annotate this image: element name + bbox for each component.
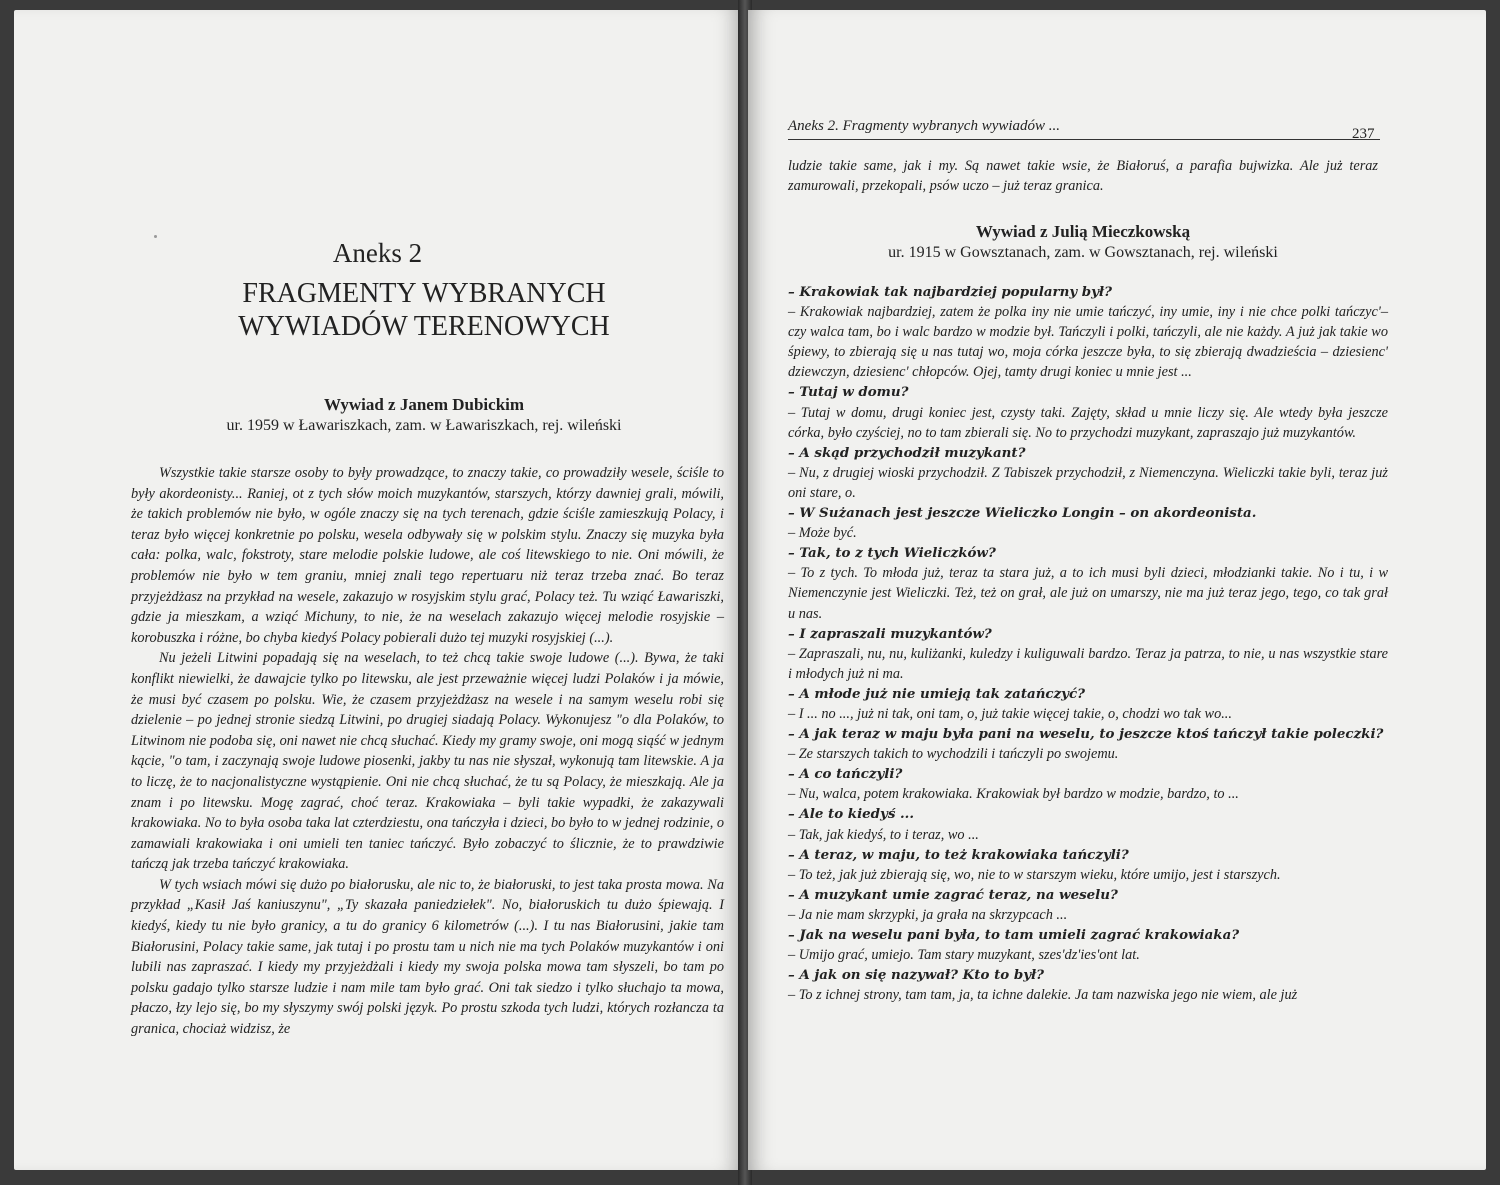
dialogue-list <box>788 282 1388 1005</box>
dialogue-question: – W Sużanach jest jeszcze Wieliczko Longin – on akordeonista. <box>788 505 1257 522</box>
dialogue-question: – A młode już nie umieją tak zatańczyć? <box>788 685 1085 702</box>
paragraph: Nu jeżeli Litwini popadają się na weselach, to też chcą takie swoje ludowe (...). Bywa, że taki konflikt niewielki, że dawajcie tylko po litewsku, ale jest przeważnie więcej ludzi Polaków i ja mówie, że musi być czasem po polsku. Wie, że czasem przyjeżdżasz na wesele i na samym weselu robi się dzielenie – po jednej stronie siedzą Litwini, po drugiej siadają Polacy. Wykonujesz "o dla Polaków, to Litwinom nie podoba się, oni nawet nie chcą słuchać. Kiedy my gramy swoje, oni mogą siąść w jednym kącie, "o tam, i zaczynają swoje ludowe piosenki, jakby tu nas nie słyszał, wykonują tam litewskie. A ja to liczę, że to nacjonalistyczne wystąpienie. Oni nie chcą słuchać, że tu są Polacy, że mieszkają. Ale ja znam i po litewsku. Mogę zagrać, choć teraz. Krakowiaka – byli takie wypadki, że zakazywali krakowiaka. No to była osoba taka lat czterdziestu, ona tańczyła i dzieci, bo było to w jednej rodzinie, o zamawiali krakowiaka i oni umieli ten taniec tańczyć. Było zobaczyć to ślicznie, że to prawdziwie tańczą jak trzeba tańczyć krakowiaka. <box>131 650 724 873</box>
dialogue-question: – Ale to kiedyś ... <box>788 806 915 823</box>
dialogue-question: – A jak on się nazywał? Kto to był? <box>788 967 1045 984</box>
continuation-text: ludzie takie same, jak i my. Są nawet takie wsie, że Białoruś, a parafia bujwizka. Ale już teraz zamurowali, przekopali, psów uczo – już teraz granica. <box>788 158 1378 194</box>
dialogue-question: – Jak na weselu pani była, to tam umieli zagrać krakowiaka? <box>788 927 1240 943</box>
interview-subtitle: ur. 1959 w Ławariszkach, zam. w Ławariszkach, rej. wileński <box>226 417 622 434</box>
dialogue-answer: – To też, jak już zbierają się, wo, nie to w starszym wieku, które umijo, jest i starszych. <box>788 866 1281 883</box>
dialogue-question: – A muzykant umie zagrać teraz, na weselu? <box>788 886 1118 903</box>
dialogue-answer: – Ze starszych takich to wychodzili i tańczyli po swojemu. <box>788 746 1119 763</box>
dialogue-question: – A jak teraz w maju była pani na weselu, to jeszcze ktoś tańczył takie poleczki? <box>788 726 1384 743</box>
paragraph: Wszystkie takie starsze osoby to były prowadzące, to znaczy takie, co prowadziły wesele, ściśle to były akordeonisty... Raniej, ot z tych słów moich muzykantów, starszych, którzy dawniej grali, mówili, że takich problemów nie było, w ogóle znaczy się na tych terenach, gdzie ściśle zamieszkują Polacy, i teraz było więcej konkretnie po polsku, wesela odbywały się w polskim stylu. Znaczy się muzyka była cała: polka, walc, fokstroty, stare melodie polskie ludowe, ale coś litewskiego to nie. Oni mówili, że problemów nie było w tem graniu, mniej znali tego repertuaru niż teraz trzeba znać. Bo teraz przyjeżdżasz na przykład na wesele, zakazujo w rosyjskim stylu grać, Polacy też. Tu wziąć Ławariszki, gdzie ja mieszkam, a wziąć Michuny, to nie, że na weselach zakazujo więcej melodie rosyjskie – korobuszka i różne, bo chyba kiedyś Polacy pobierali dużo tej muzyki rosyjskiej (...). <box>131 465 724 646</box>
dialogue-question: – Tak, to z tych Wieliczków? <box>788 545 996 562</box>
left-page <box>14 10 741 1170</box>
paragraph: W tych wsiach mówi się dużo po białorusku, ale nic to, że białoruski, to jest taka prosta mowa. Na przykład „Kasił Jaś kaniuszynu", „Ty skazała paniedziełek". No, białoruskich tu dużo śpiewają. I kiedyś, kiedy tu nie było granicy, a tu do granicy 6 kilometrów (...). I tu nas Białorusini, jakie tam Białorusini, Polacy takie same, jak tutaj i po prostu tam u nich nie ma tych Polaków muzykantów i oni lubili nas zapraszać. I kiedy my przyjeżdżali i kiedy my swoja polska mowa tam słyszeli, bo tam po polsku gadajo tylko starsze ludzie i nam mile tam było grać. Oni tak siedzo i tylko słuchajo ta mowa, płaczo, łzy lejo się, bo my słyszymy swój polski język. Po prostu szkoda tych ludzi, których rozłancza ta granica, chociaż widzisz, że <box>131 876 724 1038</box>
annex-label: Aneks 2 <box>332 238 423 268</box>
dialogue-answer: – To z ichnej strony, tam tam, ja, ta ichne dalekie. Ja tam nazwiska jego nie wiem, ale już <box>788 987 1298 1004</box>
dialogue-answer: – I ... no ..., już ni tak, oni tam, o, już takie więcej takie, o, chodzi wo tak wo... <box>788 705 1232 722</box>
interview-heading <box>14 395 741 435</box>
right-page <box>748 10 1486 1170</box>
dialogue-answer: – Może być. <box>788 525 857 542</box>
dialogue-answer: – Zapraszali, nu, nu, kuliżanki, kuledzy i kuliguwali bardzo. Teraz ja patrza, to nie, u nas wszystkie stare i młodych już ni ma. <box>788 645 1388 682</box>
dialogue-question: – A co tańczyli? <box>788 766 903 783</box>
dialogue-answer: – Krakowiak najbardziej, zatem że polka iny nie umie tańczyć, iny umie, iny i nie chce polki tańczyc'– czy walca tam, bo i walc bardzo w modzie był. Tańczyli i polki, tańczyli, ale nie każdy. A już jak takie wo śpiewy, to zbierają się u nas tutaj wo, moja córka jeszcze była, to się zbierają dwadzieścia – dziesienc' dziewczyn, dziesienc' chłopców. Ojej, tamty drugi koniec u mnie jest ... <box>788 304 1388 381</box>
dialogue-question: – A teraz, w maju, to też krakowiaka tańczyli? <box>788 846 1129 863</box>
annex-title-line: FRAGMENTY WYBRANYCH <box>242 278 606 309</box>
dialogue-question: – Krakowiak tak najbardziej popularny był? <box>788 284 1112 300</box>
dialogue-answer: – Tutaj w domu, drugi koniec jest, czysty taki. Zajęty, skład u mnie liczy się. Ale wtedy była jeszcze córka, było czyściej, no to tam zbierali się. No to przychodzi muzykant, zapraszajo już muzykantów. <box>788 404 1388 441</box>
dialogue-answer: – To z tych. To młoda już, teraz ta stara już, a to ich musi byli dzieci, młodzianki takie. No i tu, i w Niemenczynie jest Wieliczki. Też, też on grał, ale już on umarszy, nie ma już teraz jego, tego, co tak grał u nas. <box>788 565 1388 622</box>
dialogue-answer: – Nu, z drugiej wioski przychodził. Z Tabiszek przychodził, z Niemenczyna. Wieliczki takie byli, teraz już oni stare, o. <box>788 464 1388 501</box>
dialogue-question: – I zapraszali muzykantów? <box>788 625 992 642</box>
dialogue-answer: – Tak, jak kiedyś, to i teraz, wo ... <box>788 826 979 843</box>
interview-title: Wywiad z Janem Dubickim <box>323 395 525 414</box>
annex-title <box>14 277 741 343</box>
dialogue-question: – Tutaj w domu? <box>788 384 909 401</box>
dialogue-answer: – Umijo grać, umiejo. Tam stary muzykant, szes'dz'ies'ont lat. <box>788 947 1140 964</box>
running-head: Aneks 2. Fragmenty wybranych wywiadów ... <box>788 118 1380 140</box>
interview-heading <box>788 222 1378 262</box>
annex-title-line: WYWIADÓW TERENOWYCH <box>238 311 610 342</box>
dialogue-answer: – Ja nie mam skrzypki, ja grała na skrzypcach ... <box>788 906 1068 923</box>
page-number: 237 <box>1352 126 1375 142</box>
dialogue-question: – A skąd przychodził muzykant? <box>788 444 1026 461</box>
interview-title: Wywiad z Julią Mieczkowską <box>975 222 1191 241</box>
interview-body <box>131 463 724 1040</box>
dialogue-answer: – Nu, walca, potem krakowiaka. Krakowiak był bardzo w modzie, bardzo, to ... <box>788 786 1239 803</box>
interview-subtitle: ur. 1915 w Gowsztanach, zam. w Gowsztanach, rej. wileński <box>888 244 1278 261</box>
